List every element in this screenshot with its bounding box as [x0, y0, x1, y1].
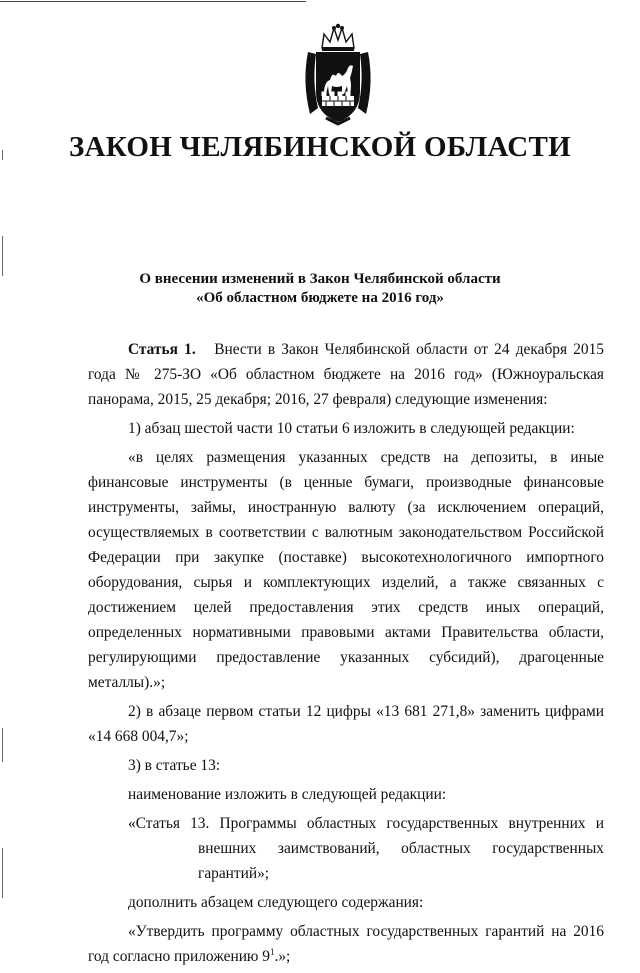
- item-3-add-quote-paragraph: [88, 919, 604, 969]
- top-rule: [0, 1, 306, 2]
- article-1-text: Внести в Закон Челябинской области от 24 декабря 2015 года № 275-ЗО «Об областном бюджете на 2016 год» (Южноуральская панорама, 2015, 25 декабря; 2016, 27 февраля) следующие изменения:: [88, 341, 605, 408]
- item-3-paragraph: 3) в статье 13:: [128, 757, 221, 774]
- appendix-superscript: 1: [269, 946, 275, 957]
- chelyabinsk-coat-of-arms-icon: [300, 22, 376, 126]
- item-1-paragraph: 1) абзац шестой части 10 статьи 6 изложить в следующей редакции:: [128, 420, 575, 437]
- item-3-add-quote-end: .»;: [274, 948, 291, 965]
- item-3-name-paragraph: наименование изложить в следующей редакции:: [128, 786, 447, 803]
- item-2-paragraph: 2) в абзаце первом статьи 12 цифры «13 681 271,8» заменить цифрами «14 668 004,7»;: [88, 703, 604, 745]
- scan-edge-mark: [2, 848, 3, 898]
- law-title: ЗАКОН ЧЕЛЯБИНСКОЙ ОБЛАСТИ: [68, 131, 572, 163]
- item-1-quote-paragraph: «в целях размещения указанных средств на депозиты, в иные финансовые инструменты (в ценные бумаги, производные финансовые инструменты, займы, иностранную валюту (за исключением операций, осуществляемых в соответствии с валютным законодательством Российской Федерации при закупке (поставке) высокотехнологичного импортного оборудования, сырья и комплектующих изделий, а также связанных с достижением целей предоставления этих средств иных операций, определенных нормативными правовыми актами Правительства области, регулирующими предоставление указанных субсидий), драгоценные металлы).»;: [88, 449, 604, 691]
- scan-edge-mark: [2, 728, 3, 762]
- law-subtitle: [0, 270, 640, 308]
- item-3-name-quote-paragraph: «Статья 13. Программы областных государственных внутренних и внешних заимствований, областных государственных гарантий»;: [128, 815, 604, 882]
- article-1-label: Статья 1.: [128, 341, 196, 358]
- subtitle-line: О внесении изменений в Закон Челябинской области: [139, 271, 501, 287]
- subtitle-line: «Об областном бюджете на 2016 год»: [196, 290, 444, 306]
- item-3-add-paragraph: дополнить абзацем следующего содержания:: [128, 894, 424, 911]
- item-3-add-quote-text: «Утвердить программу областных государственных гарантий на 2016 год согласно приложению 9: [88, 923, 604, 965]
- article-1-paragraph: [88, 337, 604, 412]
- law-body: [88, 337, 604, 973]
